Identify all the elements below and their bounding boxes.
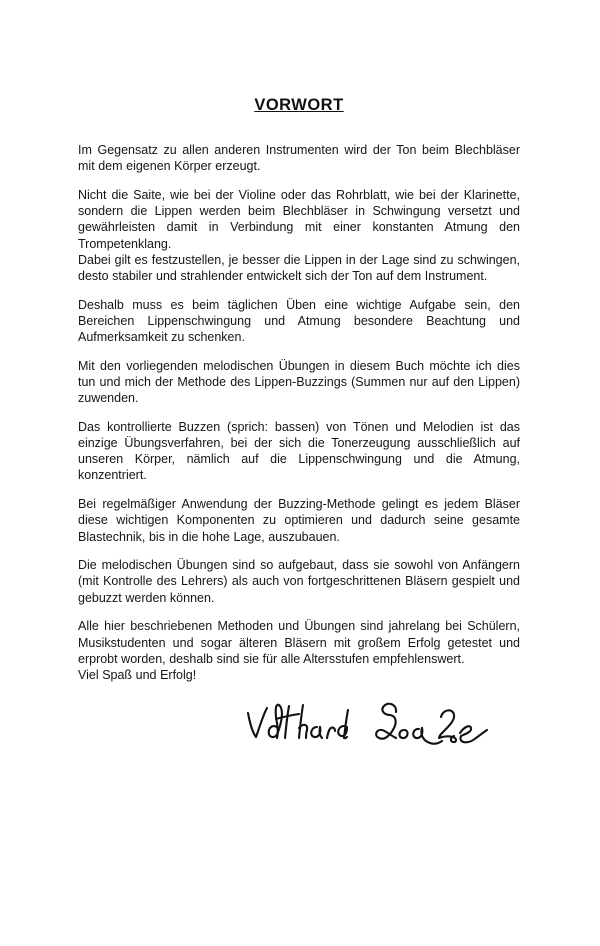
paragraph: Deshalb muss es beim täglichen Üben eine wichtige Aufgabe sein, den Bereichen Lippenschwingung und Atmung besondere Beachtung und Aufmerksamkeit zu schenken. <box>78 297 520 345</box>
signature <box>246 700 492 754</box>
preface-body <box>78 142 520 683</box>
paragraph: Die melodischen Übungen sind so aufgebaut, dass sie sowohl von Anfängern (mit Kontrolle des Lehrers) als auch von fortgeschrittenen Bläsern gespielt und gebuzzt werden können. <box>78 558 520 605</box>
paragraph: Mit den vorliegenden melodischen Übungen in diesem Buch möchte ich dies tun und mich der Methode des Lippen-Buzzings (Summen nur auf den Lippen) zuwenden. <box>78 358 520 406</box>
paragraph: Im Gegensatz zu allen anderen Instrumenten wird der Ton beim Blechbläser mit dem eigenen Körper erzeugt. <box>78 143 520 174</box>
signature-icon <box>246 700 492 754</box>
preface-content <box>78 96 520 754</box>
paragraph: Viel Spaß und Erfolg! <box>78 667 197 682</box>
paragraph: Dabei gilt es festzustellen, je besser die Lippen in der Lage sind zu schwingen, desto stabiler und strahlender entwickelt sich der Ton auf dem Instrument. <box>78 252 520 283</box>
paragraph: Bei regelmäßiger Anwendung der Buzzing-Methode gelingt es jedem Bläser diese wichtigen Komponenten zu optimieren und dadurch seine gesamte Blastechnik, bis in die hohe Lage, auszubauen. <box>78 497 520 544</box>
paragraph: Das kontrollierte Buzzen (sprich: bassen) von Tönen und Melodien ist das einzige Übungsverfahren, bei der sich die Tonerzeugung ausschließlich auf unseren Körper, nämlich auf die Lippenschwingung und die Atmung, konzentriert. <box>78 419 520 483</box>
page-title: VORWORT <box>254 96 344 114</box>
paragraph: Nicht die Saite, wie bei der Violine oder das Rohrblatt, wie bei der Klarinette, sondern die Lippen werden beim Blechbläser in Schwingung versetzt und gewährleisten damit in Verbindung mit einer konstanten Atmung den Trompetenklang. <box>78 187 520 251</box>
paragraph: Alle hier beschriebenen Methoden und Übungen sind jahrelang bei Schülern, Musikstudenten und sogar älteren Bläsern mit großem Erfolg getestet und erprobt worden, deshalb sind sie für alle Altersstufen empfehlenswert. <box>78 619 520 666</box>
